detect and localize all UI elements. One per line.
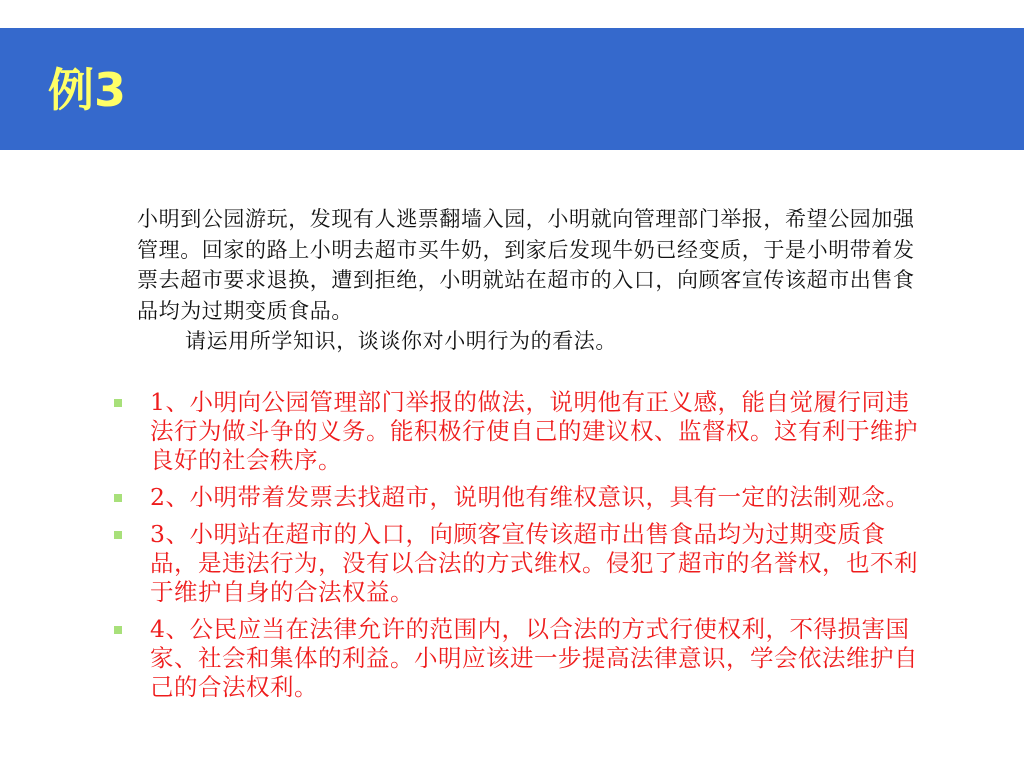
square-bullet-icon (114, 399, 122, 407)
answer-list (112, 388, 922, 710)
answer-item (112, 483, 922, 512)
scenario-text-block (137, 204, 922, 357)
answer-item (112, 520, 922, 607)
square-bullet-icon (114, 531, 122, 539)
answer-text: 1、小明向公园管理部门举报的做法，说明他有正义感，能自觉履行同违法行为做斗争的义务。能积极行使自己的建议权、监督权。这有利于维护良好的社会秩序。 (150, 388, 918, 474)
answer-item (112, 388, 922, 475)
slide-title: 例3 (48, 63, 127, 117)
answer-text: 2、小明带着发票去找超市，说明他有维权意识，具有一定的法制观念。 (150, 483, 910, 511)
answer-item (112, 615, 922, 702)
answer-text: 4、公民应当在法律允许的范围内，以合法的方式行使权利，不得损害国家、社会和集体的利益。小明应该进一步提高法律意识，学会依法维护自己的合法权利。 (150, 615, 918, 701)
title-bar (0, 28, 1024, 150)
square-bullet-icon (114, 494, 122, 502)
question-paragraph: 请运用所学知识，谈谈你对小明行为的看法。 (185, 329, 617, 353)
answer-text: 3、小明站在超市的入口，向顾客宣传该超市出售食品均为过期变质食品，是违法行为，没有以合法的方式维权。侵犯了超市的名誉权，也不利于维护自身的合法权益。 (150, 520, 918, 606)
square-bullet-icon (114, 626, 122, 634)
scenario-paragraph: 小明到公园游玩，发现有人逃票翻墙入园，小明就向管理部门举报，希望公园加强管理。回家的路上小明去超市买牛奶，到家后发现牛奶已经变质，于是小明带着发票去超市要求退换，遭到拒绝，小明就站在超市的入口，向顾客宣传该超市出售食品均为过期变质食品。 (137, 207, 915, 323)
